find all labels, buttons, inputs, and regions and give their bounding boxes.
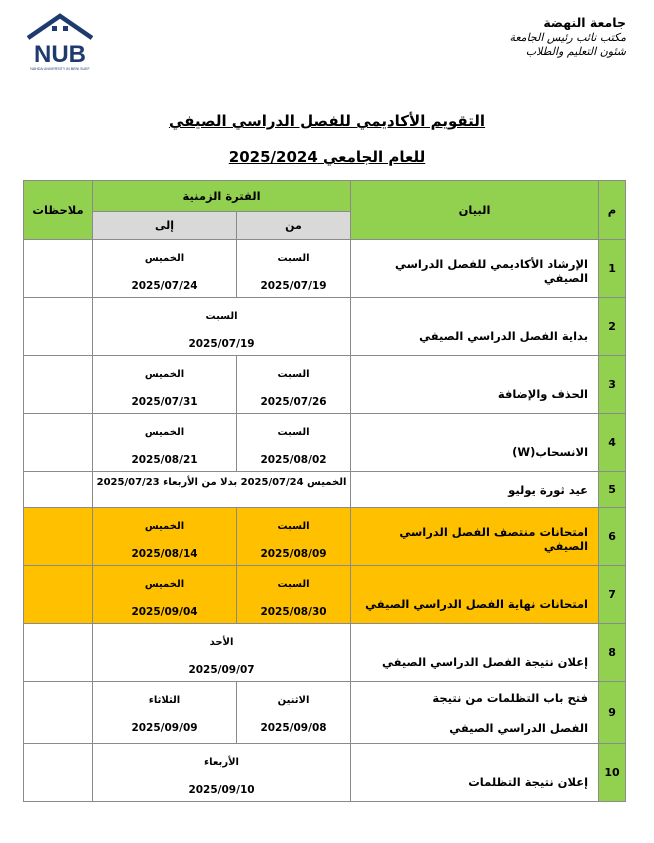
table-row (24, 566, 626, 624)
row-number: 2 (599, 298, 626, 356)
table-row (24, 744, 626, 802)
notes-cell (24, 744, 93, 802)
table-row (24, 298, 626, 356)
description-cell: امتحانات منتصف الفصل الدراسي الصيفي (351, 508, 599, 566)
description-cell: امتحانات نهاية الفصل الدراسي الصيفي (351, 566, 599, 624)
from-date: 2025/08/09 (260, 548, 327, 560)
date: 2025/07/19 (188, 338, 255, 350)
from-cell (237, 682, 351, 744)
notes-cell (24, 240, 93, 298)
notes-cell (24, 414, 93, 472)
to-day: الخميس (144, 253, 185, 264)
to-cell (93, 508, 237, 566)
to-cell (93, 566, 237, 624)
description-cell: الحذف والإضافة (351, 356, 599, 414)
university-header (509, 15, 626, 58)
university-name: جامعة النهضة (543, 15, 626, 30)
from-day: السبت (277, 427, 310, 438)
notes-cell (24, 566, 93, 624)
academic-calendar-table (23, 180, 626, 802)
row-number: 7 (599, 566, 626, 624)
to-cell (93, 414, 237, 472)
description-cell: عيد ثورة يوليو (351, 472, 599, 508)
from-cell (237, 508, 351, 566)
from-day: السبت (277, 369, 310, 380)
table-row (24, 240, 626, 298)
notes-cell (24, 356, 93, 414)
to-day: الثلاثاء (148, 695, 181, 706)
header-number: م (599, 181, 626, 240)
to-day: الخميس (144, 521, 185, 532)
header-period: الفترة الزمنية (93, 181, 351, 212)
to-cell (93, 240, 237, 298)
description-cell: الإرشاد الأكاديمي للفصل الدراسي الصيفي (351, 240, 599, 298)
to-cell (93, 682, 237, 744)
from-cell (237, 356, 351, 414)
day: السبت (205, 311, 238, 322)
notes-cell (24, 624, 93, 682)
description-line-1: فتح باب التظلمات من نتيجة (432, 690, 589, 705)
from-date: 2025/07/26 (260, 396, 327, 408)
from-cell (237, 240, 351, 298)
row-number: 6 (599, 508, 626, 566)
notes-cell (24, 508, 93, 566)
logo-text: NUB (34, 41, 86, 68)
to-cell (93, 356, 237, 414)
table-row (24, 414, 626, 472)
description-cell: بداية الفصل الدراسي الصيفي (351, 298, 599, 356)
holiday-cell: الخميس 2025/07/24 بدلا من الأربعاء 2025/07/23 (93, 472, 351, 508)
to-day: الخميس (144, 579, 185, 590)
to-date: 2025/07/24 (131, 280, 198, 292)
date-cell (93, 298, 351, 356)
table-row (24, 624, 626, 682)
table-row (24, 508, 626, 566)
logo-subtext: NAHDA UNIVERSITY IN BENI SUEF (30, 67, 90, 71)
description-cell (351, 682, 599, 744)
date-cell (93, 624, 351, 682)
to-day: الخميس (144, 369, 185, 380)
office-line-2: شئون التعليم والطلاب (525, 45, 626, 58)
from-date: 2025/08/30 (260, 606, 327, 618)
from-date: 2025/09/08 (260, 722, 327, 734)
row-number: 1 (599, 240, 626, 298)
description-line-2: الفصل الدراسي الصيفي (449, 720, 589, 735)
university-logo (22, 12, 98, 74)
notes-cell (24, 298, 93, 356)
row-number: 9 (599, 682, 626, 744)
day: الأحد (209, 637, 234, 648)
notes-cell (24, 682, 93, 744)
table-row (24, 682, 626, 744)
row-number: 10 (599, 744, 626, 802)
from-day: السبت (277, 253, 310, 264)
to-date: 2025/07/31 (131, 396, 198, 408)
from-date: 2025/07/19 (260, 280, 327, 292)
date-cell (93, 744, 351, 802)
to-day: الخميس (144, 427, 185, 438)
header-from: من (237, 212, 351, 240)
header-to: إلى (93, 212, 237, 240)
date: 2025/09/07 (188, 664, 255, 676)
from-day: السبت (277, 521, 310, 532)
notes-cell (24, 472, 93, 508)
table-row (24, 356, 626, 414)
date: 2025/09/10 (188, 784, 255, 796)
table-row (24, 472, 626, 508)
header-description: البيان (351, 181, 599, 240)
from-cell (237, 414, 351, 472)
description-cell: الانسحاب(W) (351, 414, 599, 472)
nub-logo-icon (22, 12, 98, 74)
to-date: 2025/09/04 (131, 606, 198, 618)
to-date: 2025/08/14 (131, 548, 198, 560)
from-day: الاثنين (277, 695, 310, 706)
row-number: 5 (599, 472, 626, 508)
row-number: 8 (599, 624, 626, 682)
from-day: السبت (277, 579, 310, 590)
from-date: 2025/08/02 (260, 454, 327, 466)
to-date: 2025/08/21 (131, 454, 198, 466)
description-cell: إعلان نتيجة الفصل الدراسي الصيفي (351, 624, 599, 682)
page-title: التقويم الأكاديمي للفصل الدراسي الصيفي (168, 112, 486, 130)
description-cell: إعلان نتيجة التظلمات (351, 744, 599, 802)
to-date: 2025/09/09 (131, 722, 198, 734)
from-cell (237, 566, 351, 624)
academic-year: للعام الجامعي 2025/2024 (228, 148, 426, 166)
day: الأربعاء (204, 757, 239, 768)
row-number: 3 (599, 356, 626, 414)
row-number: 4 (599, 414, 626, 472)
header-notes: ملاحظات (24, 181, 93, 240)
office-line-1: مكتب نائب رئيس الجامعة (509, 31, 626, 44)
